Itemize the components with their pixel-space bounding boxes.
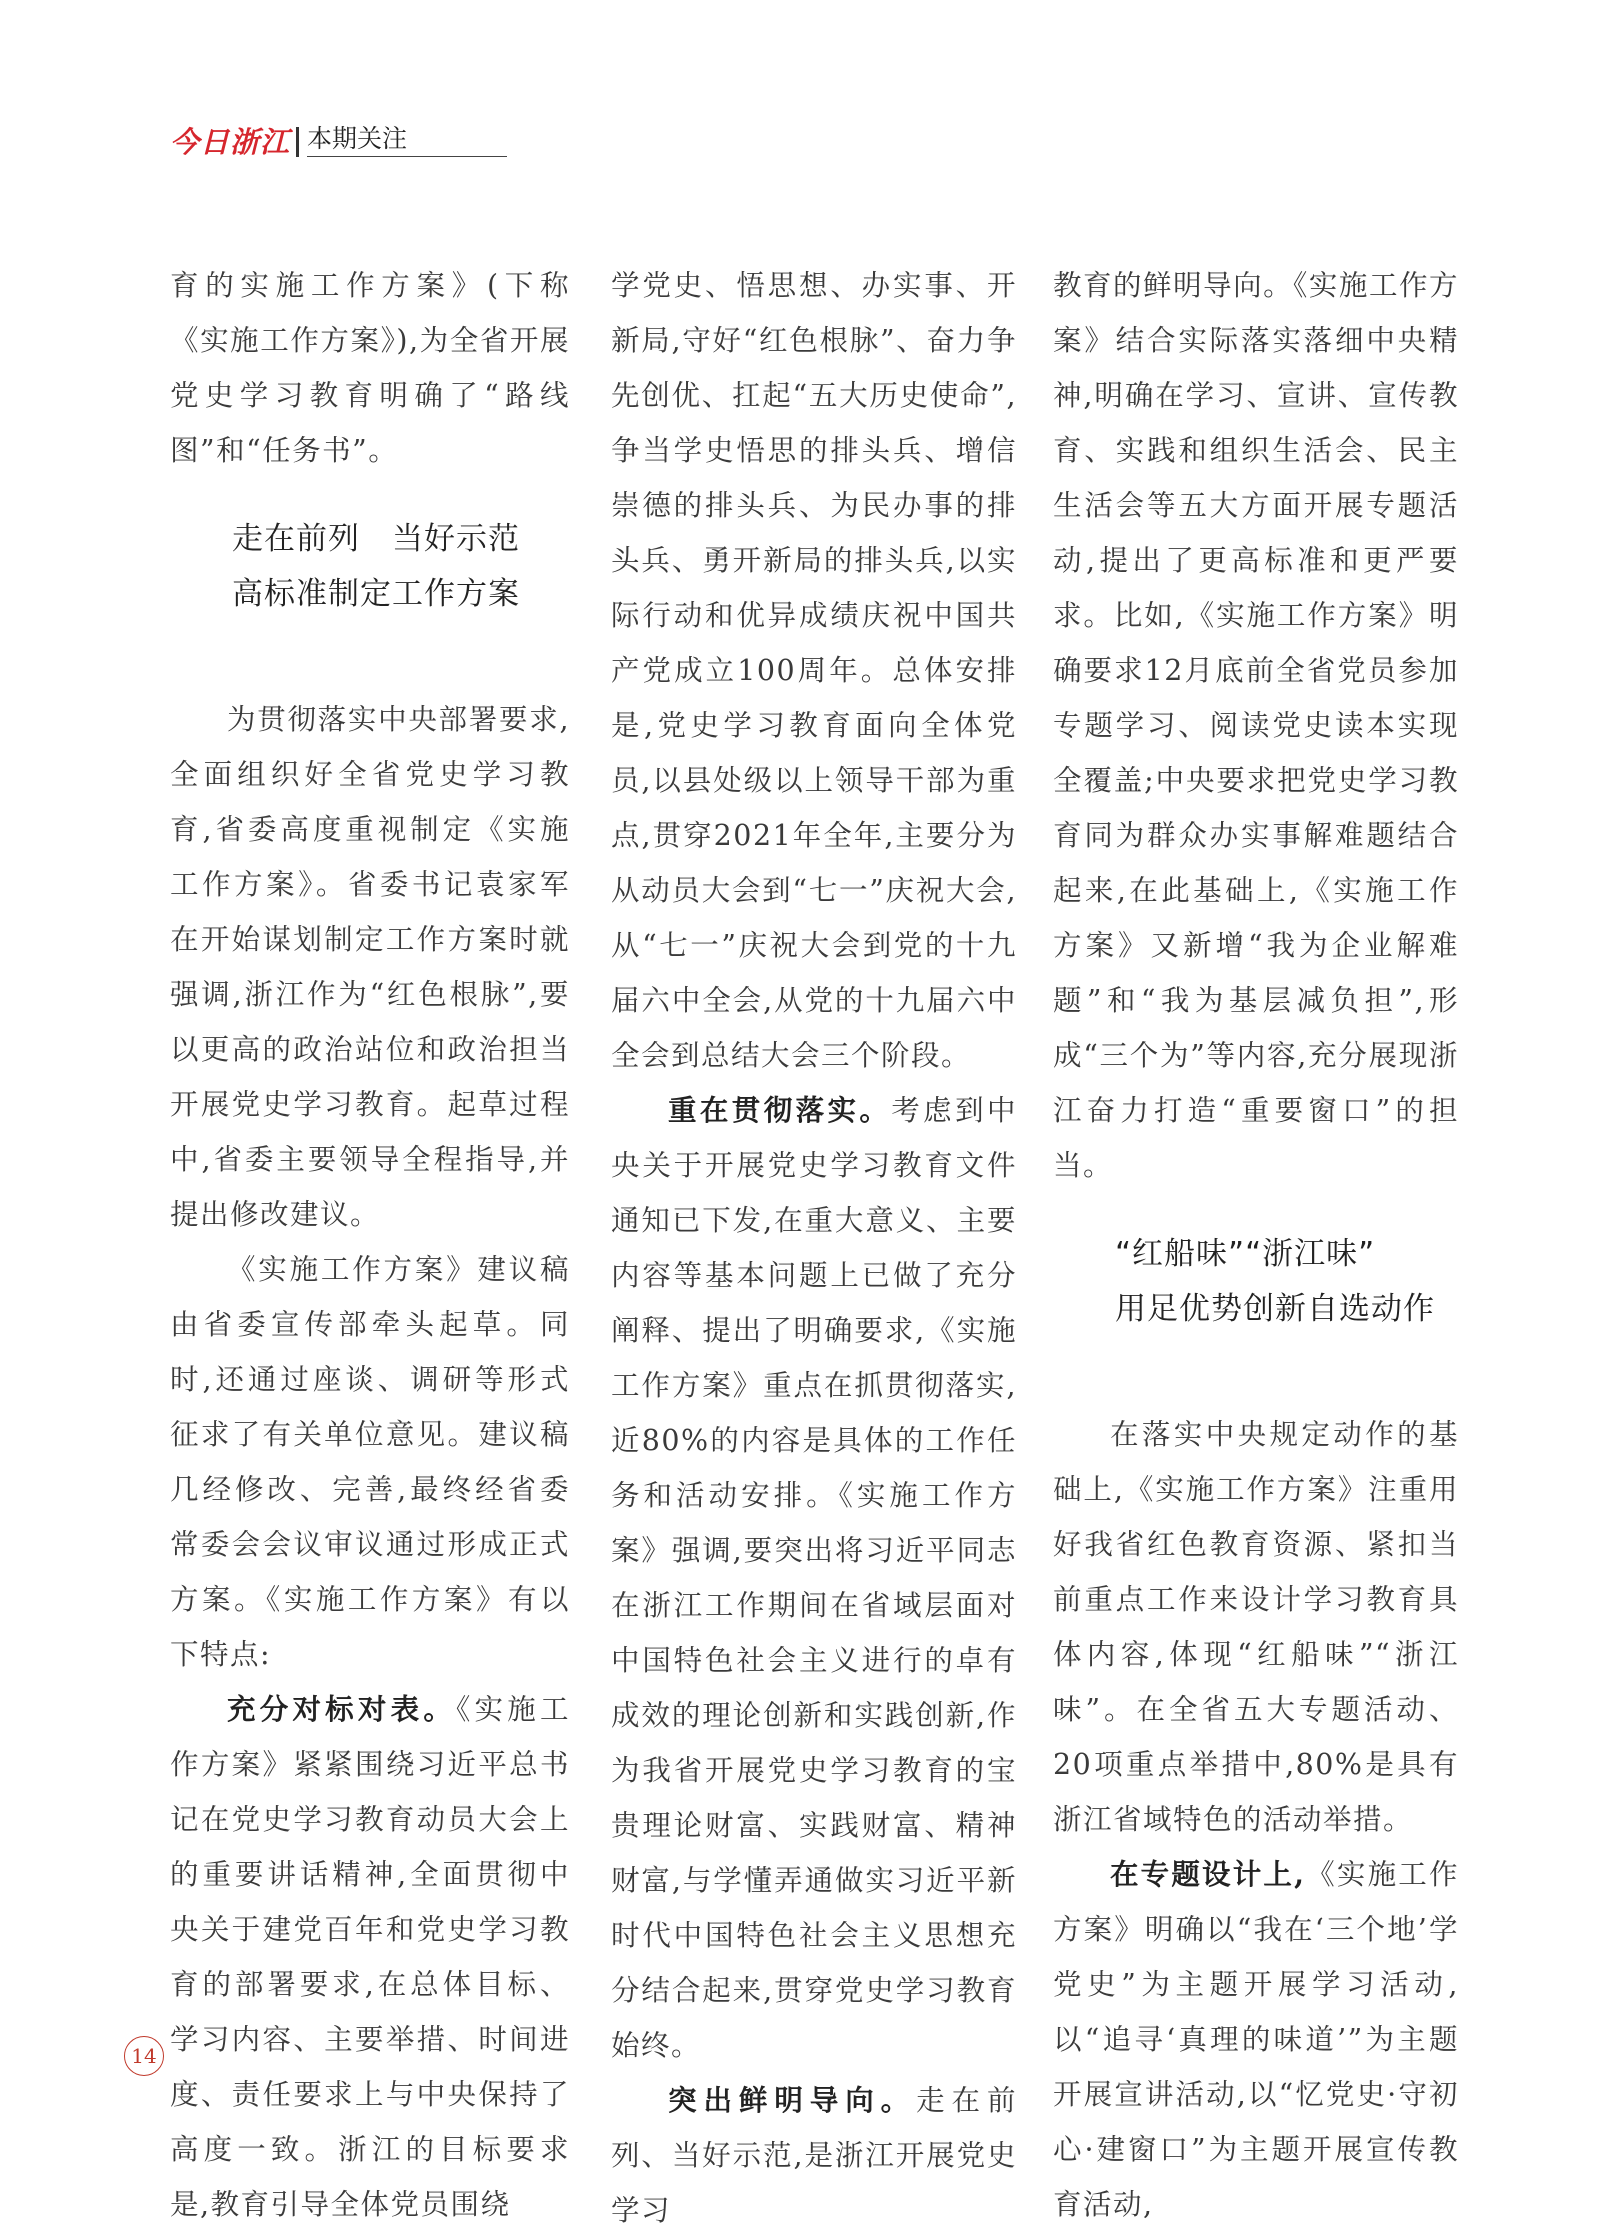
paragraph: 育的实施工作方案》(下称《实施工作方案》),为全省开展党史学习教育明确了“路线图”和“任务书”。 xyxy=(170,269,570,467)
paragraph: 《实施工作方案》建议稿由省委宣传部牵头起草。同时,还通过座谈、调研等形式征求了有关单位意见。建议稿几经修改、完善,最终经省委常委会会议审议通过形成正式方案。《实施工作方案》有以下特点: xyxy=(170,1253,570,1671)
section-heading-line1: “红船味”“浙江味” xyxy=(1115,1236,1376,1272)
section-label: 本期关注 xyxy=(307,124,507,157)
paragraph: 为贯彻落实中央部署要求,全面组织好全省党史学习教育,省委高度重视制定《实施工作方案》。省委书记袁家军在开始谋划制定工作方案时就强调,浙江作为“红色根脉”,要以更高的政治站位和政治担当开展党史学习教育。起草过程中,省委主要领导全程指导,并提出修改建议。 xyxy=(170,703,570,1231)
paragraph: 在落实中央规定动作的基础上,《实施工作方案》注重用好我省红色教育资源、紧扣当前重点工作来设计学习教育具体内容,体现“红船味”“浙江味”。在全省五大专题活动、20项重点举措中,80%是具有浙江省域特色的活动举措。 xyxy=(1053,1418,1459,1836)
lead-in: 重在贯彻落实。 xyxy=(668,1093,892,1127)
paragraph xyxy=(611,1083,1017,2073)
paragraph xyxy=(611,2073,1017,2238)
section-heading-line1: 走在前列 当好示范 xyxy=(232,521,520,557)
column-2 xyxy=(611,258,1017,2238)
lead-in: 突出鲜明导向。 xyxy=(668,2083,917,2117)
header-divider xyxy=(296,127,299,157)
paragraph-text: 《实施工作方案》明确以“我在‘三个地’学党史”为主题开展学习活动,以“追寻‘真理的味道’”为主题开展宣讲活动,以“忆党史·守初心·建窗口”为主题开展宣传教育活动, xyxy=(1053,1858,1459,2221)
paragraph xyxy=(1053,1847,1459,2232)
paragraph-text: 《实施工作方案》紧紧围绕习近平总书记在党史学习教育动员大会上的重要讲话精神,全面贯彻中央关于建党百年和党史学习教育的部署要求,在总体目标、学习内容、主要举措、时间进度、责任要求上与中央保持了高度一致。浙江的目标要求是,教育引导全体党员围绕 xyxy=(170,1693,570,2221)
column-3 xyxy=(1053,258,1459,2232)
page-header xyxy=(170,124,507,157)
column-1 xyxy=(170,258,570,2232)
magazine-logo: 今日浙江 xyxy=(170,125,291,159)
paragraph-text: 走在前列、当好示范,是浙江开展党史学习 xyxy=(611,2084,1017,2227)
section-heading-line2: 高标准制定工作方案 xyxy=(232,576,520,612)
lead-in: 充分对标对表。 xyxy=(227,1692,457,1726)
section-heading-line2: 用足优势创新自选动作 xyxy=(1115,1291,1435,1327)
paragraph: 教育的鲜明导向。《实施工作方案》结合实际落实落细中央精神,明确在学习、宣讲、宣传教育、实践和组织生活会、民主生活会等五大方面开展专题活动,提出了更高标准和更严要求。比如,《实施工作方案》明确要求12月底前全省党员参加专题学习、阅读党史读本实现全覆盖;中央要求把党史学习教育同为群众办实事解难题结合起来,在此基础上,《实施工作方案》又新增“我为企业解难题”和“我为基层减负担”,形成“三个为”等内容,充分展现浙江奋力打造“重要窗口”的担当。 xyxy=(1053,269,1459,1182)
paragraph xyxy=(170,1682,570,2232)
paragraph-text: 考虑到中央关于开展党史学习教育文件通知已下发,在重大意义、主要内容等基本问题上已做了充分阐释、提出了明确要求,《实施工作方案》重点在抓贯彻落实,近80%的内容是具体的工作任务和活动安排。《实施工作方案》强调,要突出将习近平同志在浙江工作期间在省域层面对中国特色社会主义进行的卓有成效的理论创新和实践创新,作为我省开展党史学习教育的宝贵理论财富、实践财富、精神财富,与学懂弄通做实习近平新时代中国特色社会主义思想充分结合起来,贯穿党史学习教育始终。 xyxy=(611,1094,1017,2062)
lead-in: 在专题设计上, xyxy=(1110,1857,1306,1891)
paragraph: 学党史、悟思想、办实事、开新局,守好“红色根脉”、奋力争先创优、扛起“五大历史使命”,争当学史悟思的排头兵、增信崇德的排头兵、为民办事的排头兵、勇开新局的排头兵,以实际行动和优异成绩庆祝中国共产党成立100周年。总体安排是,党史学习教育面向全体党员,以县处级以上领导干部为重点,贯穿2021年全年,主要分为从动员大会到“七一”庆祝大会,从“七一”庆祝大会到党的十九届六中全会,从党的十九届六中全会到总结大会三个阶段。 xyxy=(611,269,1017,1072)
page-number: 14 xyxy=(124,2036,164,2076)
